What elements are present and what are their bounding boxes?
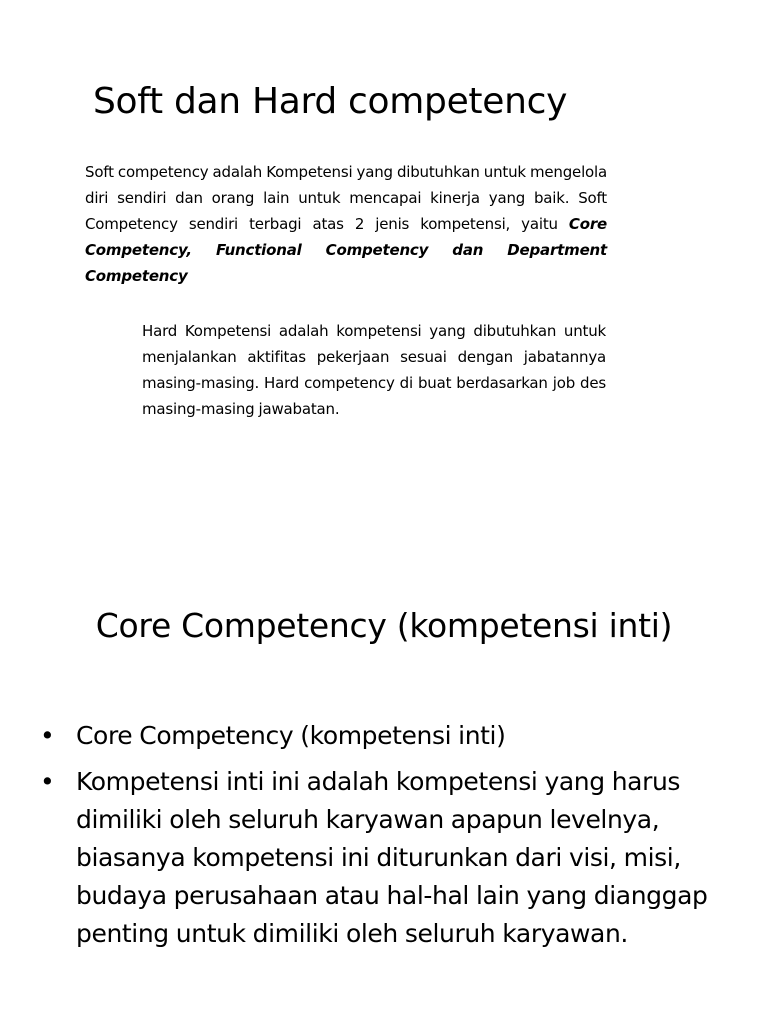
bullet-icon: • bbox=[40, 721, 55, 750]
bullet-text: Core Competency (kompetensi inti) bbox=[76, 721, 506, 750]
competency-types-emphasis: Core Competency, Functional Competency dan Department Competency bbox=[85, 215, 607, 285]
bullet-item bbox=[40, 763, 730, 953]
soft-competency-paragraph bbox=[85, 159, 607, 289]
bullet-text: Kompetensi inti ini adalah kompetensi yang harus dimiliki oleh seluruh karyawan apapun levelnya, biasanya kompetensi ini diturunkan dari visi, misi, budaya perusahaan atau hal-hal lain yang dianggap penting untuk dimiliki oleh seluruh karyawan. bbox=[76, 767, 708, 948]
bullet-list bbox=[40, 717, 730, 961]
bullet-icon: • bbox=[40, 767, 55, 796]
slide-title: Soft dan Hard competency bbox=[93, 81, 568, 122]
hard-competency-paragraph: Hard Kompetensi adalah kompetensi yang dibutuhkan untuk menjalankan aktifitas pekerjaan sesuai dengan jabatannya masing-masing. Hard competency di buat berdasarkan job des masing-masing jawabatan. bbox=[142, 322, 606, 418]
bullet-item bbox=[40, 717, 730, 755]
slide-core-competency bbox=[0, 560, 768, 1024]
slide-title: Core Competency (kompetensi inti) bbox=[95, 606, 673, 645]
soft-competency-text: Soft competency adalah Kompetensi yang dibutuhkan untuk mengelola diri sendiri dan orang lain untuk mencapai kinerja yang baik. Soft Competency sendiri terbagi atas 2 jenis kompetensi, yaitu bbox=[85, 163, 607, 233]
